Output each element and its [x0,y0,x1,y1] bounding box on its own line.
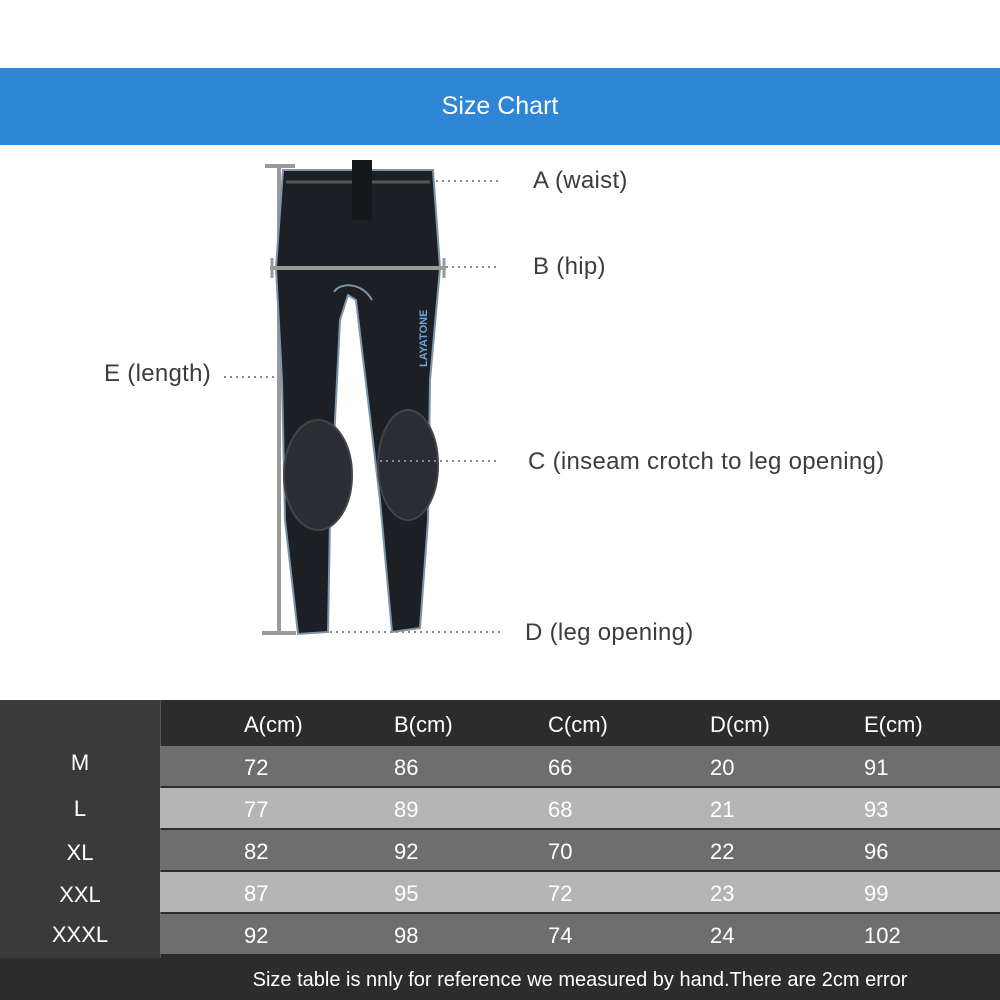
column-header: D(cm) [710,712,770,737]
table-row [160,746,1000,786]
table-cell: 95 [394,881,419,906]
size-label: XXL [59,882,101,907]
label-waist: A (waist) [533,167,628,194]
table-cell: 96 [864,839,889,864]
table-row [160,830,1000,870]
table-cell: 87 [244,881,269,906]
table-cell: 82 [244,839,269,864]
table-cell: 93 [864,797,889,822]
table-cell: 72 [548,881,573,906]
table-cell: 72 [244,755,269,780]
size-column [0,700,161,958]
size-label: XXXL [51,922,109,947]
label-length: E (length) [104,360,212,387]
label-leg-opening: D (leg opening) [525,619,694,646]
table-cell: 77 [244,797,269,822]
table-row [160,914,1000,954]
table-cell: 99 [864,881,889,906]
brand-logo: LAYATONE [418,309,430,367]
table-cell: 22 [710,839,735,864]
table-cell: 66 [548,755,573,780]
header-banner [0,68,1000,145]
size-label: L [73,796,87,821]
table-cell: 20 [710,755,735,780]
page-title: Size Chart [441,92,559,120]
size-label: M [70,750,90,775]
table-cell: 92 [244,923,269,948]
disclaimer-note: Size table is nnly for reference we measured by hand.There are 2cm error [252,969,908,991]
size-label: XL [66,840,94,865]
label-inseam: C (inseam crotch to leg opening) [528,448,885,475]
column-header: B(cm) [394,712,453,737]
table-cell: 68 [548,797,573,822]
column-header: A(cm) [244,712,303,737]
table-cell: 24 [710,923,735,948]
table-cell: 21 [710,797,735,822]
column-header: C(cm) [548,712,608,737]
table-row [160,788,1000,828]
table-cell: 91 [864,755,889,780]
table-cell: 89 [394,797,419,822]
table-cell: 86 [394,755,419,780]
column-header: E(cm) [864,712,923,737]
table-cell: 23 [710,881,735,906]
table-cell: 92 [394,839,419,864]
table-cell: 102 [864,923,901,948]
size-table [0,700,1000,1000]
table-cell: 74 [548,923,573,948]
table-row [160,872,1000,912]
label-hip: B (hip) [533,253,606,280]
table-cell: 70 [548,839,573,864]
pants-illustration [0,145,1000,700]
table-cell: 98 [394,923,419,948]
pants-diagram [0,145,1000,700]
